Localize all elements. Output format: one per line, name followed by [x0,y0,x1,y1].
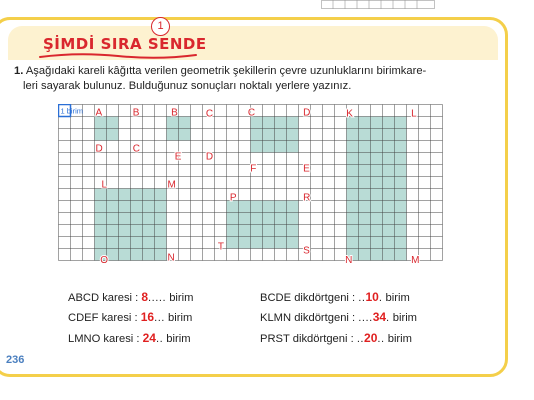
answer-label: PRST dikdörtgeni : [260,333,354,345]
question-line-1: Aşağıdaki kareli kâğıtta verilen geometrik şekillerin çevre uzunluklarını birimkare- [25,65,427,77]
answer-dots: .. [377,333,385,345]
title-underline-decoration [38,51,198,61]
question-line-2: leri sayarak bulunuz. Bulduğunuz sonuçları noktalı yerlere yazınız. [23,80,352,92]
question-number: 1. [14,65,24,77]
answer-label: CDEF karesi : [68,312,138,324]
answer-lmno [68,331,191,345]
vertex-label: D [205,151,214,163]
answer-dots: ..... [148,292,167,304]
vertex-label: B [171,107,178,119]
answer-dots: ... [154,312,165,324]
vertex-label: M [167,179,176,191]
answer-prst [260,331,412,345]
top-grid-strip [321,0,435,9]
answer-unit: birim [385,292,410,304]
answer-unit: birim [392,312,418,324]
vertex-label: C [205,108,214,120]
vertex-label: D [303,107,311,119]
answer-unit: birim [387,333,412,345]
vertex-label: A [95,107,103,119]
answer-value[interactable]: 10 [365,290,379,304]
answer-value[interactable]: 8 [141,290,149,304]
answer-value[interactable]: 34 [372,310,387,324]
answer-dots: .... [358,312,373,324]
vertex-label: B [132,107,140,119]
answer-unit: birim [169,292,194,304]
answer-label: LMNO karesi : [68,333,140,345]
vertex-label: N [167,252,175,264]
answer-klmn [260,310,417,324]
answer-dots: .. [356,333,365,345]
vertex-label: D [95,143,103,155]
answer-cdef [68,310,192,324]
vertex-label: C [132,143,140,155]
vertex-label: N [345,254,353,266]
vertex-label: T [217,241,225,253]
answer-dots: . [386,312,390,324]
vertex-label: K [346,108,353,120]
answer-abcd [68,290,193,304]
unit-label: 1 birim [60,106,84,116]
vertex-label: F [250,163,257,175]
answer-dots: . [378,292,383,304]
answer-value[interactable]: 16 [140,310,155,324]
answer-value[interactable]: 20 [364,331,378,345]
answer-dots: .. [155,333,164,345]
vertex-label: C [247,107,256,119]
vertex-label: M [411,254,420,266]
vertex-label: O [100,254,109,266]
unit-square-indicator [59,105,84,117]
answer-label: BCDE dikdörtgeni : [260,292,356,304]
question-text [14,64,494,94]
vertex-label: L [411,108,417,120]
vertex-label: E [174,151,182,163]
page-number: 236 [6,354,25,366]
answer-bcde [260,290,410,304]
answer-unit: birim [166,333,191,345]
vertex-label: S [303,245,310,257]
answer-dots: .. [358,292,366,304]
vertex-label: L [101,179,108,191]
section-number-badge: 1 [151,17,170,36]
section-title: ŞİMDİ SIRA SENDE [43,35,207,53]
answer-unit: birim [168,312,193,324]
answer-value[interactable]: 24 [142,331,156,345]
vertex-label: P [229,192,237,204]
answer-label: KLMN dikdörtgeni : [260,312,356,324]
grid-paper [58,104,446,272]
vertex-label: E [303,163,310,175]
vertex-label: R [303,192,311,204]
answer-label: ABCD karesi : [68,292,139,304]
